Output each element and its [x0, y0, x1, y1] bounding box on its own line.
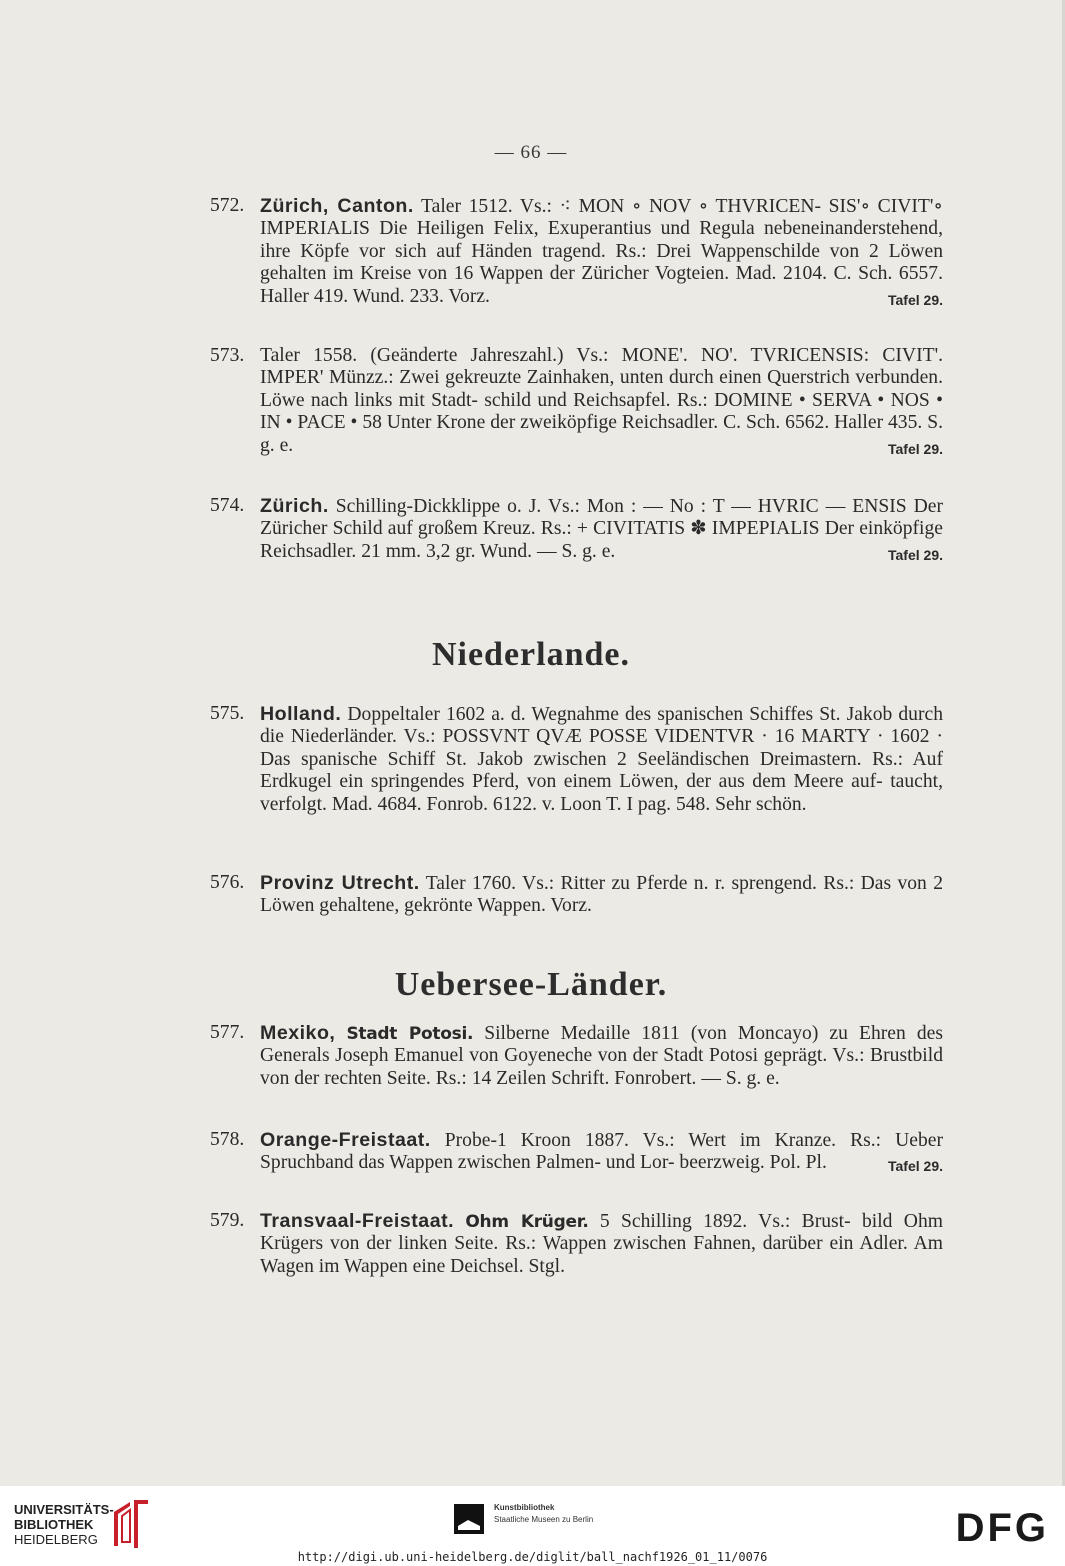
entry-line: Ehren des Generals Joseph Emanuel von Goyeneche von der Stadt [260, 1023, 943, 1067]
library-line: HEIDELBERG [14, 1532, 98, 1547]
tafel-ref: Tafel 29. [888, 1158, 943, 1175]
entry-subtitle: Ohm Krüger. [465, 1212, 589, 1232]
entry-line: CIVITATIS ✽ IMPEPIALIS Der einköpfige Reichsadler. 21 mm. [260, 518, 943, 562]
catalog-entry [210, 495, 943, 566]
catalog-entry [210, 1210, 943, 1278]
entry-number: 579. [210, 1210, 245, 1231]
entry-line: PACE • 58 Unter Krone der zweiköpfige Reichsadler. C. Sch. 6562. [297, 412, 830, 434]
entry-line: Doppeltaler 1602 a. d. Wegnahme des spanischen Schiffes [347, 704, 814, 725]
catalog-entry [210, 1022, 943, 1090]
entry-line: Kreise von 16 Wappen der Züricher Vogteien. Mad. 2104. [360, 263, 828, 285]
entry-line: St. Jakob durch die Niederländer. Vs.: POSSVNT QVÆ POSSE [260, 704, 943, 748]
entry-line: Taler 1760. Vs.: Ritter zu Pferde n. r. sprengend. [425, 873, 817, 894]
catalog-entry [210, 703, 943, 816]
catalog-entry [210, 1129, 943, 1178]
tafel-ref: Tafel 29. [888, 546, 943, 563]
entry-line: Regula nebeneinanderstehend, ihre Köpfe vor sich auf Händen [260, 218, 943, 262]
entry-subtitle: Stadt Potosi. [346, 1024, 474, 1044]
entry-line: 3,2 gr. Wund. — S. g. e. [425, 540, 616, 562]
catalog-entry [210, 195, 943, 311]
entry-line: zwischen 2 Seeländischen Dreimastern. Rs.: Auf Erdkugel ein [260, 748, 943, 793]
entry-line: Rs.: Ueber Spruchband das Wappen zwischen Palmen- und Lor- [260, 1130, 943, 1174]
catalog-entry [210, 872, 943, 918]
entry-line: bild Ohm Krügers von der linken Seite. Rs.: Wappen zwischen [260, 1211, 943, 1255]
entry-line: Haller 435. S. g. e. [260, 412, 943, 456]
entry-title: Zürich, Canton. [260, 195, 414, 217]
entry-title: Orange-Freistaat. [260, 1129, 431, 1151]
entry-line: 5 Schilling 1892. Vs.: Brust- [599, 1211, 851, 1232]
entry-line: durch einen Querstrich verbunden. Löwe nach links mit Stadt- [260, 367, 943, 411]
kb-title: Kunstbibliothek [494, 1503, 555, 1512]
section-heading: Uebersee-Länder. [394, 966, 668, 1003]
entry-line: Probe-1 Kroon 1887. Vs.: Wert im Kranze. [444, 1130, 837, 1151]
entry-line: springendes Pferd, von einem Löwen, der aus dem Meere auf- [370, 771, 883, 793]
entry-line: SIS'∘ CIVIT'∘ IMPERIALIS Die Heiligen Felix, Exuperantius und [260, 196, 943, 240]
library-line: BIBLIOTHEK [14, 1517, 94, 1532]
tafel-ref: Tafel 29. [888, 440, 943, 457]
entry-line: Taler 1558. (Geänderte Jahreszahl.) Vs.: MONE'. NO'. TVRICENSIS: [260, 345, 870, 366]
entry-line: Silberne Medaille 1811 (von Moncayo) zu [484, 1023, 848, 1044]
entry-line: Schilling-Dickklippe o. J. Vs.: Mon : — No : T — HVRIC — [335, 496, 846, 517]
entry-line: taucht, verfolgt. Mad. 4684. Fonrob. 6122. v. Loon T. I pag. 548. [260, 771, 943, 815]
entry-line: beerzweig. Pol. Pl. [679, 1152, 827, 1174]
entry-line: tragend. Rs.: Drei Wappenschilde von 2 Löwen gehalten im [260, 240, 943, 285]
entry-number: 575. [210, 703, 245, 724]
entry-number: 577. [210, 1022, 245, 1043]
library-line: UNIVERSITÄTS- [14, 1502, 114, 1517]
entry-number: 576. [210, 872, 245, 893]
kb-subtitle: Staatliche Museen zu Berlin [494, 1515, 594, 1524]
entry-line: Stgl. [528, 1255, 566, 1277]
page-number: — 66 — [494, 142, 568, 163]
entry-number: 574. [210, 495, 245, 516]
kunstbibliothek-logo-icon [454, 1504, 484, 1534]
entry-title: Provinz Utrecht. [260, 872, 420, 894]
ub-heidelberg-logo-icon [112, 1498, 150, 1550]
entry-line: C. Sch. 6557. Haller 419. Wund. 233. Vorz. [260, 263, 943, 307]
kunstbibliothek-label [494, 1502, 593, 1526]
entry-line: Fahnen, darüber ein Adler. Am Wagen im Wappen eine Deichsel. [260, 1233, 943, 1277]
entry-title: Mexiko, [260, 1022, 336, 1044]
entry-line: VIDENTVR · 16 MARTY · 1602 · Das spanische Schiff St. Jakob [260, 726, 944, 770]
entry-title: Zürich. [260, 495, 329, 517]
permalink-url[interactable]: http://digi.ub.uni-heidelberg.de/diglit/ball_nachf1926_01_11/0076 [297, 1550, 768, 1564]
entry-line: ENSIS Der Züricher Schild auf großem Kreuz. Rs.: + [260, 496, 944, 540]
entry-line: schild und Reichsapfel. Rs.: DOMINE • SERVA • NOS • IN • [260, 389, 943, 434]
viewer-footer [0, 1486, 1065, 1566]
section-heading: Niederlande. [431, 636, 631, 673]
dfg-logo: DFG [955, 1506, 1049, 1550]
entry-line: CIVIT'. IMPER' Münzz.: Zwei gekreuzte Zainhaken, unten [260, 345, 943, 389]
entry-line: Rs.: Das von 2 Löwen gehaltene, gekrönte Wappen. Vorz. [260, 873, 943, 917]
entry-title: Transvaal-Freistaat. [260, 1210, 455, 1232]
entry-line: 14 Zeilen Schrift. Fonrobert. — S. g. e. [471, 1067, 780, 1089]
entry-number: 578. [210, 1129, 245, 1150]
catalog-entry [210, 345, 943, 460]
entry-number: 572. [210, 195, 245, 216]
ub-heidelberg-label [14, 1502, 114, 1547]
entry-line: Potosi geprägt. Vs.: Brustbild von der rechten Seite. Rs.: [260, 1045, 943, 1089]
entry-number: 573. [210, 345, 245, 366]
entry-line: Taler 1512. Vs.: ⁖ MON ∘ NOV ∘ THVRICEN- [421, 196, 822, 217]
tafel-ref: Tafel 29. [888, 291, 943, 308]
entry-title: Holland. [260, 703, 342, 725]
entry-line: Sehr schön. [715, 793, 807, 815]
